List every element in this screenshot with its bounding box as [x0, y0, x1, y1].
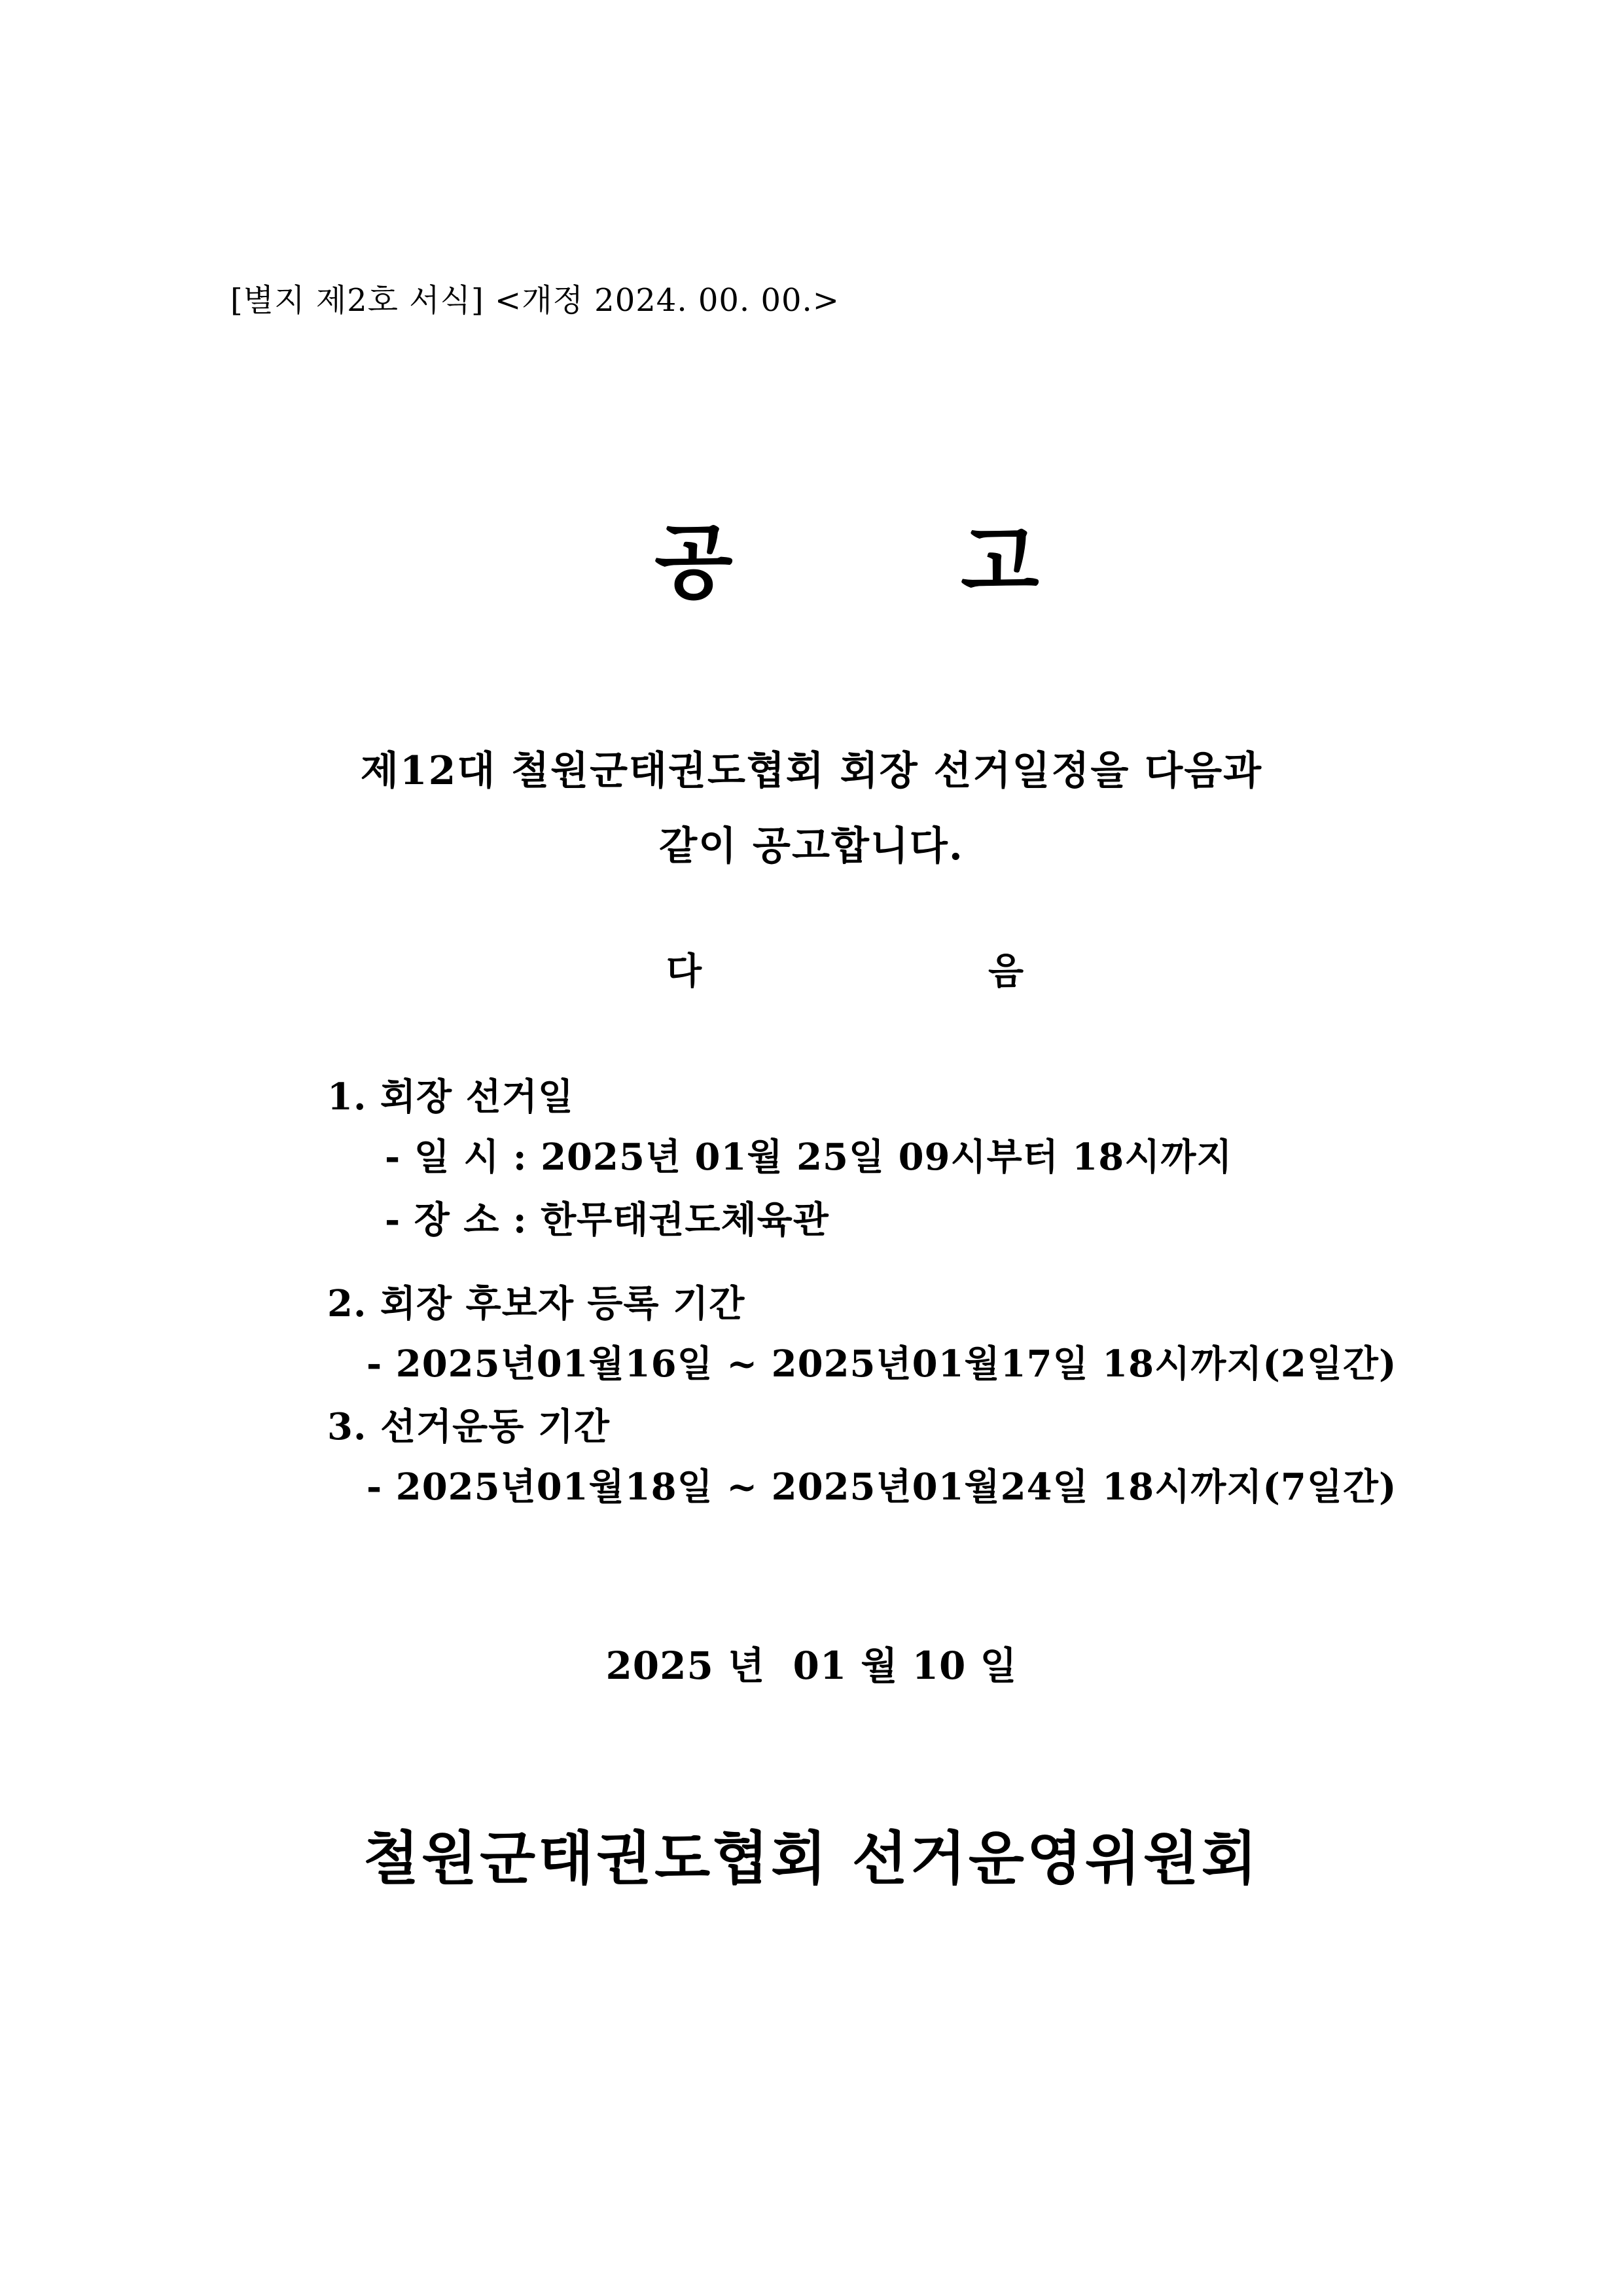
intro-line-1: 제12대 철원군태권도협회 회장 선거일정을 다음과 [360, 748, 1263, 794]
section-2-period: - 2025년01월16일 ~ 2025년01월17일 18시까지(2일간) [366, 1342, 1397, 1386]
announcement-date: 2025 년 01 월 10 일 [605, 1643, 1018, 1688]
form-label: [별지 제2호 서식] <개정 2024. 00. 00.> [230, 282, 840, 319]
title-char-1: 공 [654, 515, 733, 610]
section-1-title: 1. 회장 선거일 [327, 1075, 574, 1119]
issuing-committee: 철원군태권도협회 선거운영위원회 [363, 1824, 1260, 1892]
section-heading [0, 942, 1623, 995]
section-3-period: - 2025년01월18일 ~ 2025년01월24일 18시까지(7일간) [366, 1465, 1397, 1509]
document-title [0, 517, 1623, 609]
title-char-2: 고 [961, 515, 1039, 610]
section-3-title: 3. 선거운동 기간 [327, 1405, 611, 1448]
section-1-datetime: - 일 시 : 2025년 01월 25일 09시부터 18시까지 [385, 1136, 1233, 1179]
heading-char-1: 다 [666, 950, 702, 993]
section-1-location: - 장 소 : 한무태권도체육관 [385, 1198, 829, 1242]
heading-char-2: 음 [988, 950, 1024, 993]
intro-line-2: 같이 공고합니다. [659, 823, 964, 869]
section-2-title: 2. 회장 후보자 등록 기간 [327, 1282, 745, 1325]
